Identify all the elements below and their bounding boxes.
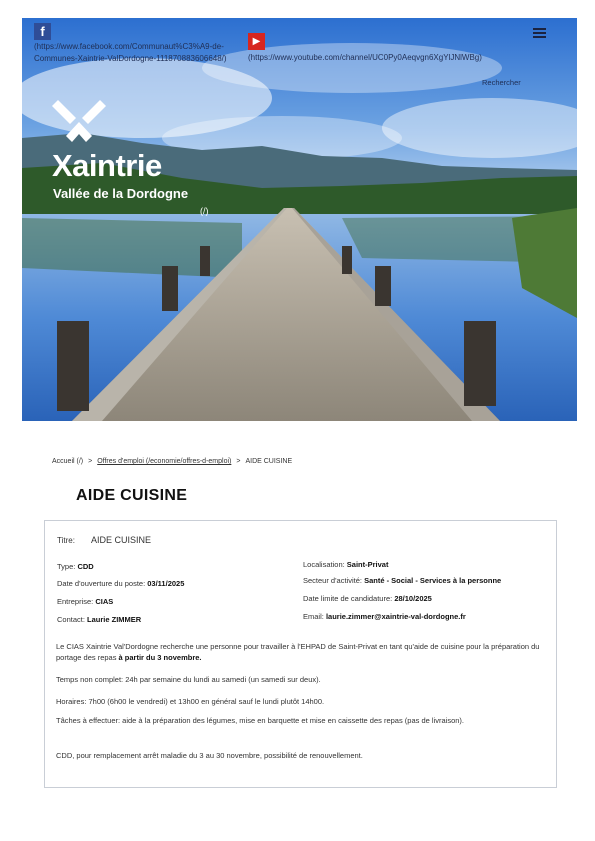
email-field xyxy=(303,612,466,621)
contact-label: Contact: xyxy=(57,615,85,624)
company-value: CIAS xyxy=(95,597,114,606)
company-field xyxy=(57,597,113,606)
email-value[interactable]: laurie.zimmer@xaintrie-val-dordogne.fr xyxy=(325,612,466,621)
description-paragraph-5: CDD, pour remplacement arrêt maladie du 3 au 30 novembre, possibilité de renouvellement. xyxy=(56,751,363,760)
breadcrumb-offers[interactable]: Offres d'emploi (/economie/offres-d-emploi) xyxy=(97,458,232,465)
search-link[interactable]: Rechercher xyxy=(482,78,521,87)
type-label: Type: xyxy=(57,562,76,571)
opening-value: 03/11/2025 xyxy=(147,579,185,588)
description-paragraph-4: Tâches à effectuer: aide à la préparation des légumes, mise en barquette et mise en caissette des repas (pas de livraison). xyxy=(56,716,465,725)
logo-subtitle: Vallée de la Dordogne xyxy=(53,186,189,201)
description-paragraph-1 xyxy=(56,641,546,663)
description-paragraph-3: Horaires: 7h00 (6h00 le vendredi) et 13h00 en général sauf le lundi plutôt 14h00. xyxy=(56,697,325,706)
email-label: Email: xyxy=(303,612,324,621)
description-paragraph-2: Temps non complet: 24h par semaine du lundi au samedi (un samedi sur deux). xyxy=(56,675,321,684)
p1-text: Le CIAS Xaintrie Val'Dordogne recherche une personne pour travailler à l'EHPAD de Saint-Privat en tant qu'aide de cuisine pour la préparation du portage des repas xyxy=(56,642,540,662)
youtube-icon[interactable]: ▶ xyxy=(248,33,265,50)
contact-field xyxy=(57,615,141,624)
xaintrie-logo-mark-icon xyxy=(52,96,106,142)
hamburger-menu-icon[interactable] xyxy=(533,28,546,38)
breadcrumb-current: AIDE CUISINE xyxy=(245,458,293,465)
title-value: AIDE CUISINE xyxy=(90,535,151,545)
title-label: Titre: xyxy=(57,536,75,545)
opening-date-field xyxy=(57,579,184,588)
opening-label: Date d'ouverture du poste: xyxy=(57,579,146,588)
logo-link-text[interactable]: (/) xyxy=(200,206,209,216)
deadline-label: Date limite de candidature: xyxy=(303,594,393,603)
job-offer-card xyxy=(44,520,557,788)
breadcrumb: Accueil (/) > Offres d'emploi (/economie/offres-d-emploi) > AIDE CUISINE xyxy=(52,458,293,465)
location-value: Saint-Privat xyxy=(346,560,389,569)
offer-title-row xyxy=(57,535,151,545)
deadline-value: 28/10/2025 xyxy=(394,594,432,603)
youtube-link[interactable]: (https://www.youtube.com/channel/UC0Py0Aeqvgn6XgYlJNlWBg) xyxy=(248,53,482,62)
sector-field xyxy=(303,576,501,585)
facebook-link[interactable]: (https://www.facebook.com/Communaut%C3%A9-de-Communes-Xaintrie-ValDordogne-111870883606648/) xyxy=(34,42,227,63)
company-label: Entreprise: xyxy=(57,597,94,606)
deadline-field xyxy=(303,594,432,603)
logo-name: Xaintrie xyxy=(52,148,162,183)
breadcrumb-home[interactable]: Accueil (/) xyxy=(52,458,84,465)
page-title: AIDE CUISINE xyxy=(76,487,188,504)
type-value: CDD xyxy=(77,562,94,571)
sector-label: Secteur d'activité: xyxy=(303,576,362,585)
hero-banner xyxy=(22,18,577,421)
sector-value: Santé - Social - Services à la personne xyxy=(364,576,502,585)
p1-bold: à partir du 3 novembre. xyxy=(118,653,202,662)
location-field xyxy=(303,560,388,569)
contact-value: Laurie ZIMMER xyxy=(87,615,142,624)
type-field xyxy=(57,562,94,571)
location-label: Localisation: xyxy=(303,560,345,569)
facebook-icon[interactable]: f xyxy=(34,23,51,40)
